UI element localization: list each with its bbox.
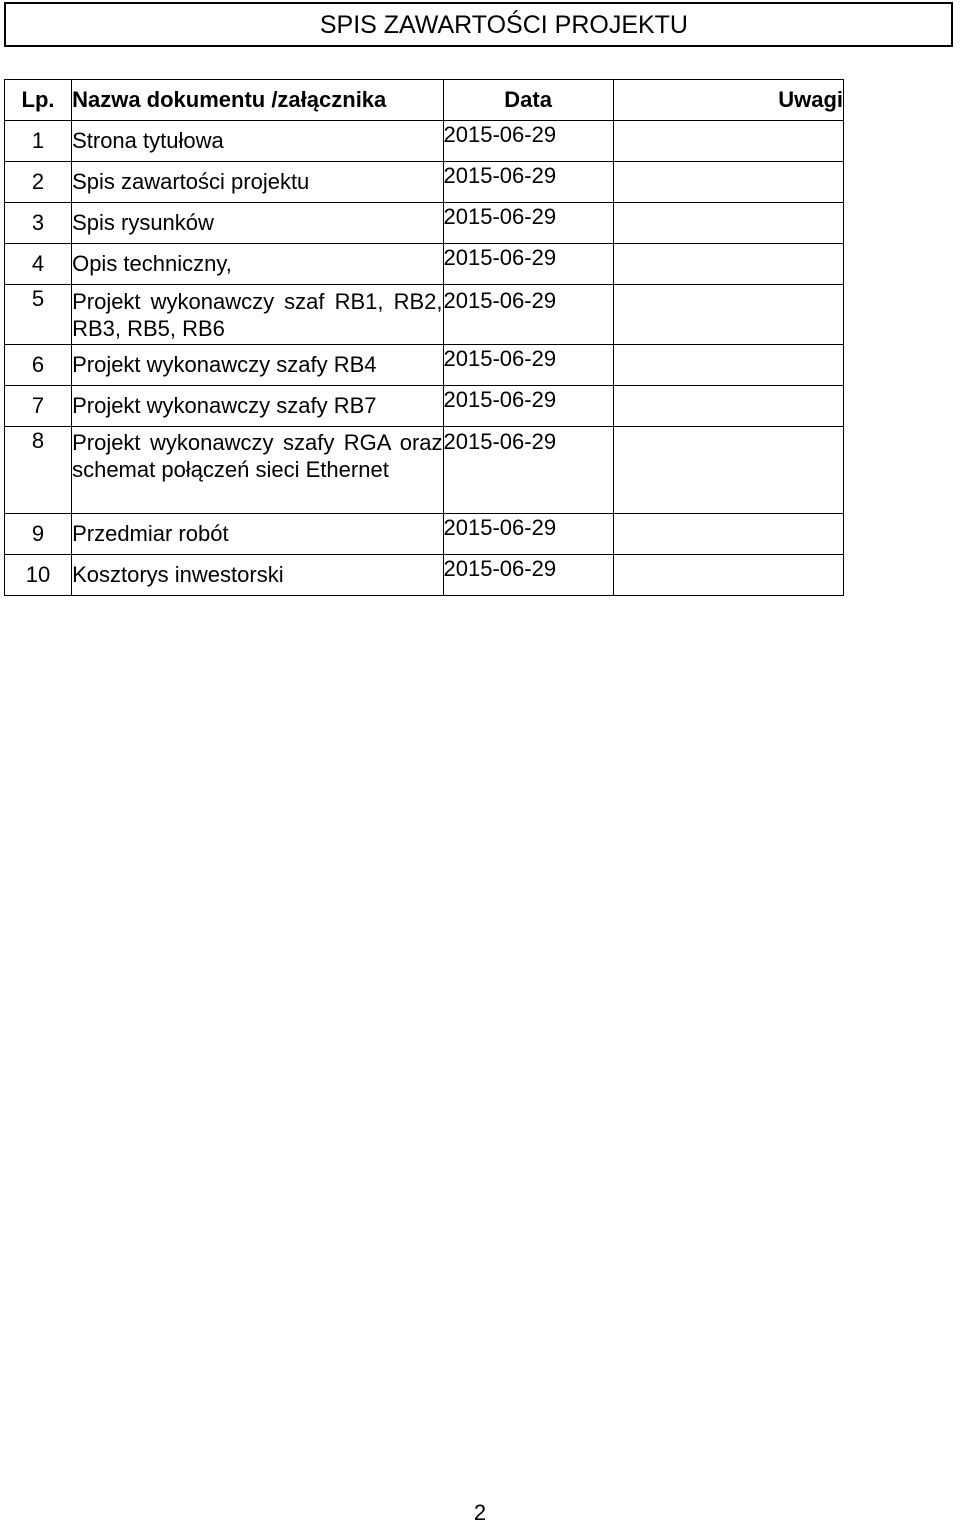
row-notes (613, 121, 843, 162)
row-lp: 1 (5, 121, 72, 162)
row-date: 2015-06-29 (443, 121, 613, 162)
header-date: Data (443, 80, 613, 121)
row-name: Spis rysunków (72, 203, 443, 244)
contents-table (4, 79, 844, 596)
row-date: 2015-06-29 (443, 427, 613, 514)
row-name: Strona tytułowa (72, 121, 443, 162)
row-date: 2015-06-29 (443, 386, 613, 427)
row-notes (613, 386, 843, 427)
row-date: 2015-06-29 (443, 514, 613, 555)
row-name: Projekt wykonawczy szafy RGA oraz schemat połączeń sieci Ethernet (72, 427, 443, 514)
row-name: Projekt wykonawczy szafy RB7 (72, 386, 443, 427)
row-date: 2015-06-29 (443, 285, 613, 345)
table-row (5, 121, 844, 162)
row-date: 2015-06-29 (443, 244, 613, 285)
table-row (5, 244, 844, 285)
row-notes (613, 203, 843, 244)
row-date: 2015-06-29 (443, 203, 613, 244)
row-name: Projekt wykonawczy szaf RB1, RB2, RB3, RB5, RB6 (72, 285, 443, 345)
row-name: Przedmiar robót (72, 514, 443, 555)
row-notes (613, 285, 843, 345)
row-lp: 9 (5, 514, 72, 555)
row-lp: 8 (5, 427, 72, 514)
table-row (5, 345, 844, 386)
document-title: SPIS ZAWARTOŚCI PROJEKTU (4, 2, 953, 47)
row-date: 2015-06-29 (443, 162, 613, 203)
header-lp: Lp. (5, 80, 72, 121)
table-row (5, 427, 844, 514)
row-lp: 2 (5, 162, 72, 203)
row-lp: 4 (5, 244, 72, 285)
row-notes (613, 514, 843, 555)
row-notes (613, 345, 843, 386)
row-name: Projekt wykonawczy szafy RB4 (72, 345, 443, 386)
row-lp: 5 (5, 285, 72, 345)
row-name: Spis zawartości projektu (72, 162, 443, 203)
table-row (5, 203, 844, 244)
row-lp: 7 (5, 386, 72, 427)
table-row (5, 514, 844, 555)
row-lp: 6 (5, 345, 72, 386)
row-notes (613, 244, 843, 285)
header-name: Nazwa dokumentu /załącznika (72, 80, 443, 121)
header-notes: Uwagi (613, 80, 843, 121)
table-row (5, 386, 844, 427)
row-name: Kosztorys inwestorski (72, 555, 443, 596)
table-row (5, 285, 844, 345)
row-notes (613, 162, 843, 203)
row-date: 2015-06-29 (443, 555, 613, 596)
table-row (5, 162, 844, 203)
table-row (5, 555, 844, 596)
row-notes (613, 555, 843, 596)
row-lp: 10 (5, 555, 72, 596)
row-notes (613, 427, 843, 514)
row-name: Opis techniczny, (72, 244, 443, 285)
row-date: 2015-06-29 (443, 345, 613, 386)
row-lp: 3 (5, 203, 72, 244)
table-header-row (5, 80, 844, 121)
page-number: 2 (473, 1500, 487, 1525)
